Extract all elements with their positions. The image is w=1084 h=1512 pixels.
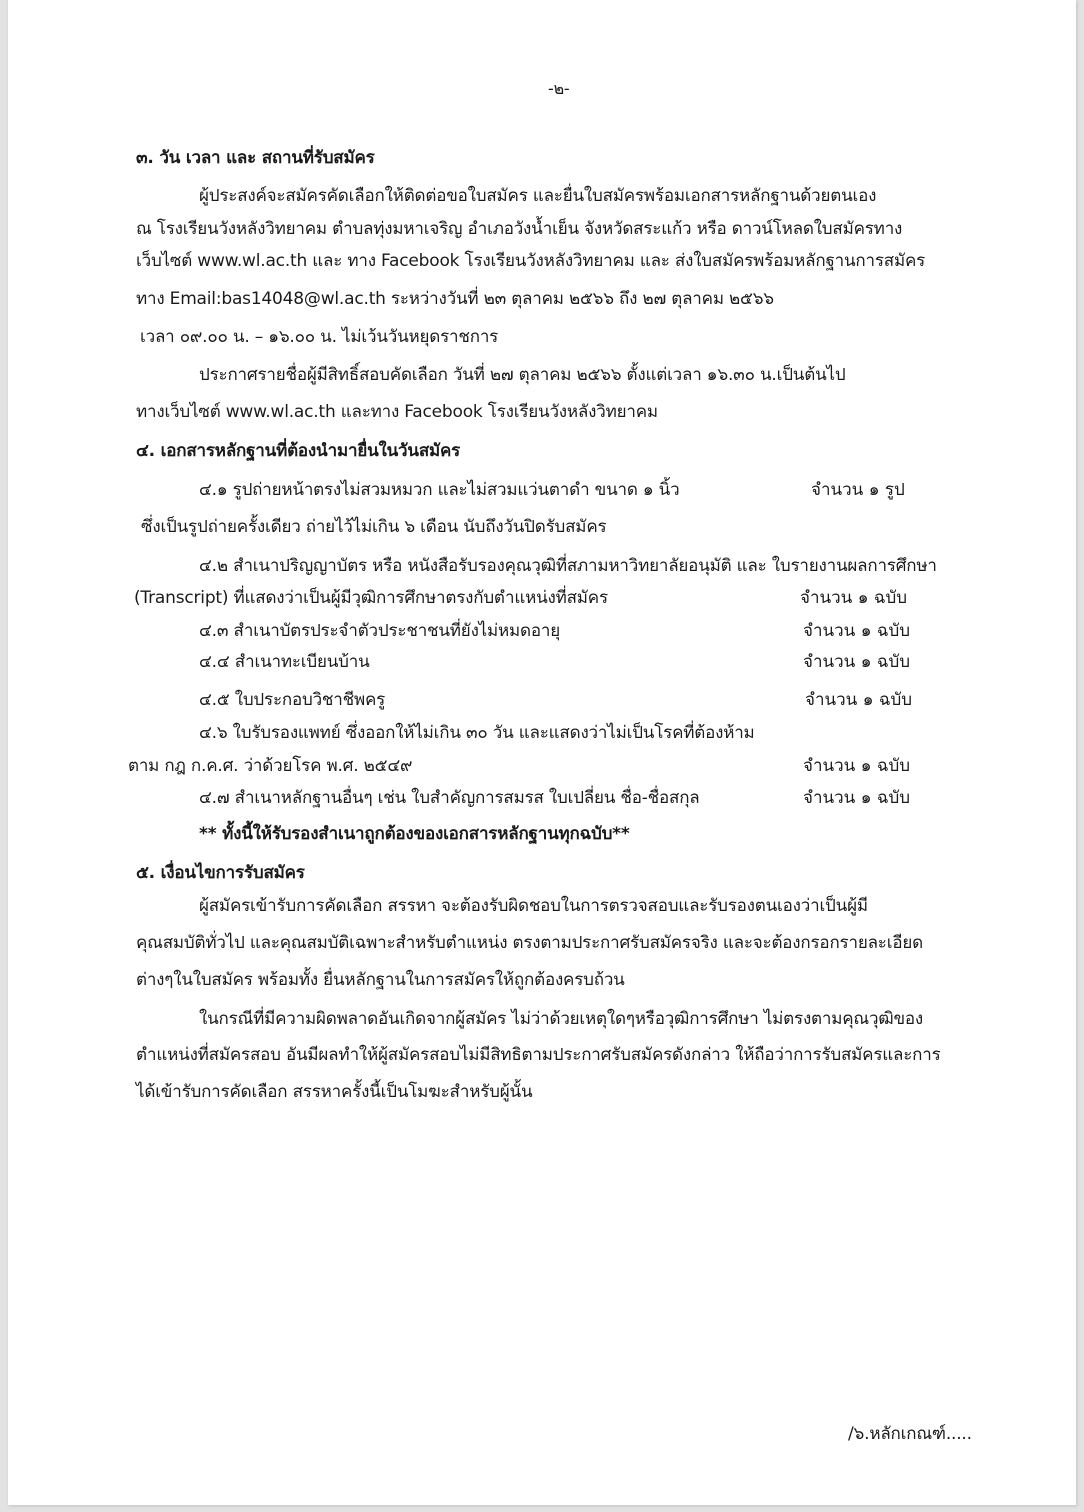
section3-line: ผู้ประสงค์จะสมัครคัดเลือกให้ติดต่อขอใบสมัคร และยื่นใบสมัครพร้อมเอกสารหลักฐานด้วยตนเอง bbox=[199, 186, 877, 206]
document-item-text: ๔.๔ สำเนาทะเบียนบ้าน bbox=[199, 652, 370, 672]
section3-line: ณ โรงเรียนวังหลังวิทยาคม ตำบลทุ่งมหาเจริญ อำเภอวังน้ำเย็น จังหวัดสระแก้ว หรือ ดาวน์โหลดใบสมัครทาง bbox=[136, 219, 903, 239]
section5-line: ต่างๆในใบสมัคร พร้อมทั้ง ยื่นหลักฐานในการสมัครให้ถูกต้องครบถ้วน bbox=[136, 970, 625, 990]
section3-line: ทาง Email:bas14048@wl.ac.th ระหว่างวันที่ ๒๓ ตุลาคม ๒๕๖๖ ถึง ๒๗ ตุลาคม ๒๕๖๖ bbox=[136, 289, 774, 309]
document-item-qty: จำนวน ๑ ฉบับ bbox=[803, 756, 911, 776]
document-item-text: ๔.๗ สำเนาหลักฐานอื่นๆ เช่น ใบสำคัญการสมรส ใบเปลี่ยน ชื่อ-ชื่อสกุล bbox=[199, 788, 700, 808]
document-item-qty: จำนวน ๑ รูป bbox=[811, 480, 905, 500]
continuation-text: /๖.หลักเกณฑ์..... bbox=[848, 1424, 972, 1444]
document-item-qty: จำนวน ๑ ฉบับ bbox=[805, 690, 913, 710]
section3-line: เว็บไซต์ www.wl.ac.th และ ทาง Facebook โรงเรียนวังหลังวิทยาคม และ ส่งใบสมัครพร้อมหลักฐานการสมัคร bbox=[136, 251, 926, 271]
section3-line: ทางเว็บไซต์ www.wl.ac.th และทาง Facebook โรงเรียนวังหลังวิทยาคม bbox=[136, 402, 658, 422]
document-item-text: ๔.๑ รูปถ่ายหน้าตรงไม่สวมหมวก และไม่สวมแว่นตาดำ ขนาด ๑ นิ้ว bbox=[199, 480, 680, 500]
section3-heading: ๓. วัน เวลา และ สถานที่รับสมัคร bbox=[136, 148, 375, 168]
page-number: -๒- bbox=[548, 79, 570, 98]
document-item-qty: จำนวน ๑ ฉบับ bbox=[803, 652, 911, 672]
section3-line: เวลา ๐๙.๐๐ น. – ๑๖.๐๐ น. ไม่เว้นวันหยุดราชการ bbox=[140, 327, 499, 347]
section5-heading: ๕. เงื่อนไขการรับสมัคร bbox=[136, 863, 305, 883]
document-item-text: ตาม กฎ ก.ค.ศ. ว่าด้วยโรค พ.ศ. ๒๕๔๙ bbox=[128, 756, 413, 776]
document-item-text: ๔.๕ ใบประกอบวิชาชีพครู bbox=[199, 690, 386, 710]
section3-line: ประกาศรายชื่อผู้มีสิทธิ์สอบคัดเลือก วันที่ ๒๗ ตุลาคม ๒๕๖๖ ตั้งแต่เวลา ๑๖.๓๐ น.เป็นต้นไป bbox=[199, 365, 846, 385]
certification-note: ** ทั้งนี้ให้รับรองสำเนาถูกต้องของเอกสารหลักฐานทุกฉบับ** bbox=[199, 824, 630, 844]
document-item-qty: จำนวน ๑ ฉบับ bbox=[800, 588, 908, 608]
section5-line: ได้เข้ารับการคัดเลือก สรรหาครั้งนี้เป็นโมฆะสำหรับผู้นั้น bbox=[136, 1082, 533, 1102]
section5-line: คุณสมบัติทั่วไป และคุณสมบัติเฉพาะสำหรับตำแหน่ง ตรงตามประกาศรับสมัครจริง และจะต้องกรอกรายละเอียด bbox=[136, 933, 923, 953]
document-item-text: ซึ่งเป็นรูปถ่ายครั้งเดียว ถ่ายไว้ไม่เกิน ๖ เดือน นับถึงวันปิดรับสมัคร bbox=[141, 517, 607, 537]
document-item-text: ๔.๖ ใบรับรองแพทย์ ซึ่งออกให้ไม่เกิน ๓๐ วัน และแสดงว่าไม่เป็นโรคที่ต้องห้าม bbox=[199, 723, 755, 743]
document-item-text: ๔.๓ สำเนาบัตรประจำตัวประชาชนที่ยังไม่หมดอายุ bbox=[199, 621, 560, 641]
section4-heading: ๔. เอกสารหลักฐานที่ต้องนำมายื่นในวันสมัคร bbox=[136, 441, 461, 461]
section5-line: ในกรณีที่มีความผิดพลาดอันเกิดจากผู้สมัคร ไม่ว่าด้วยเหตุใดๆหรือวุฒิการศึกษา ไม่ตรงตามคุณวุฒิของ bbox=[199, 1009, 924, 1029]
document-item-qty: จำนวน ๑ ฉบับ bbox=[803, 621, 911, 641]
section5-line: ตำแหน่งที่สมัครสอบ อันมีผลทำให้ผู้สมัครสอบไม่มีสิทธิตามประกาศรับสมัครดังกล่าว ให้ถือว่าการรับสมัครและการ bbox=[136, 1045, 941, 1065]
section5-line: ผู้สมัครเข้ารับการคัดเลือก สรรหา จะต้องรับผิดชอบในการตรวจสอบและรับรองตนเองว่าเป็นผู้มี bbox=[199, 896, 868, 916]
document-item-text: (Transcript) ที่แสดงว่าเป็นผู้มีวุฒิการศึกษาตรงกับตำแหน่งที่สมัคร bbox=[134, 588, 608, 608]
document-item-text: ๔.๒ สำเนาปริญญาบัตร หรือ หนังสือรับรองคุณวุฒิที่สภามหาวิทยาลัยอนุมัติ และ ใบรายงานผลการศึกษา bbox=[199, 556, 937, 576]
document-page bbox=[8, 0, 1076, 1505]
document-item-qty: จำนวน ๑ ฉบับ bbox=[803, 788, 911, 808]
